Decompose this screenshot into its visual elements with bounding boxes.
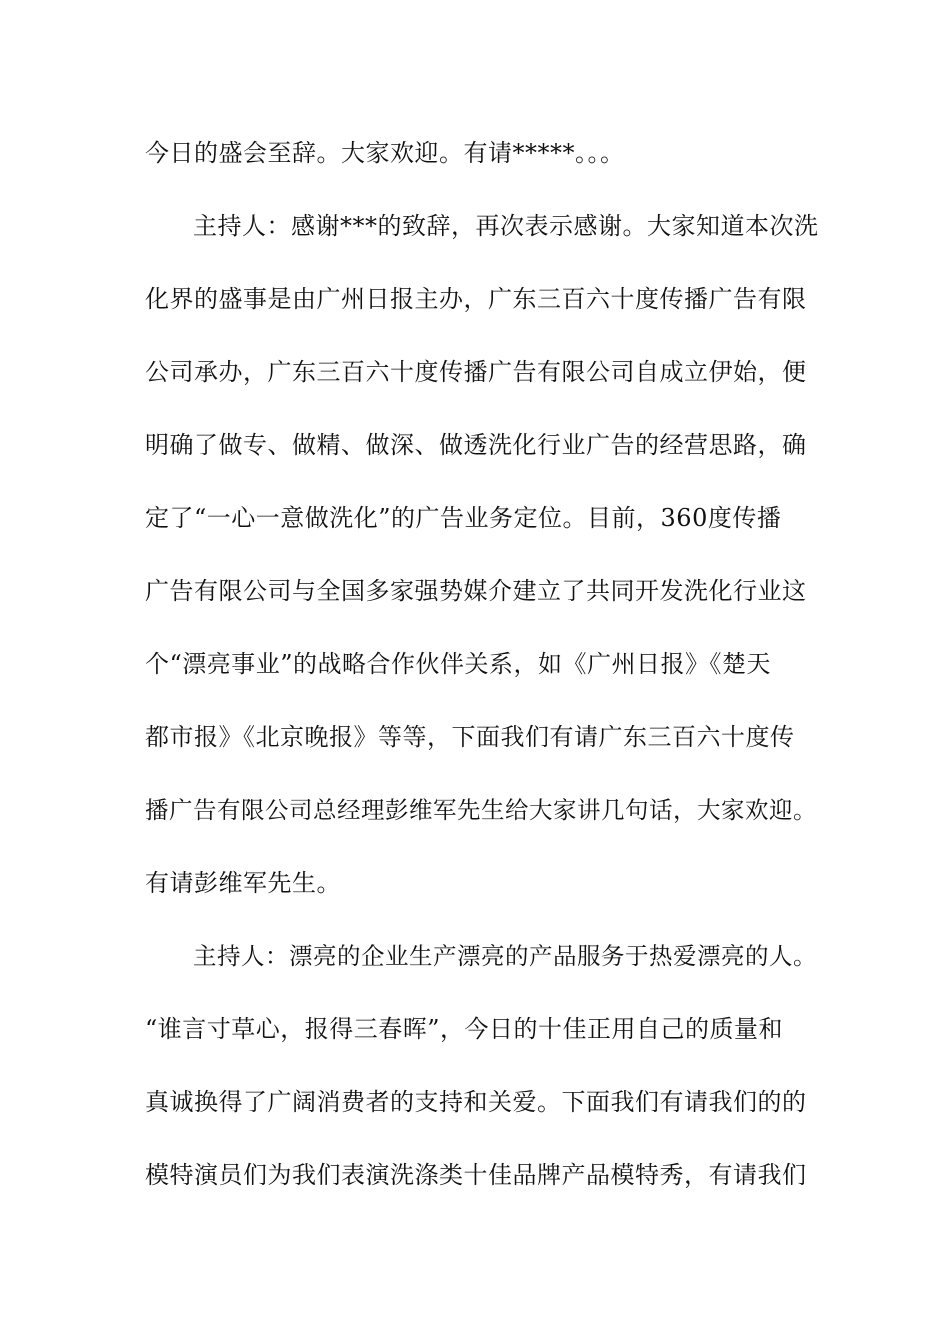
paragraph-line: 个“漂亮事业”的战略合作伙伴关系，如《广州日报》《楚天 [145, 650, 772, 678]
paragraph-line: 主持人：漂亮的企业生产漂亮的产品服务于热爱漂亮的人。 [193, 942, 817, 970]
paragraph-line: 有请彭维军先生。 [145, 869, 341, 897]
paragraph-line: 定了“一心一意做洗化”的广告业务定位。目前，360度传播 [145, 504, 782, 532]
paragraph-line: 播广告有限公司总经理彭维军先生给大家讲几句话，大家欢迎。 [145, 796, 817, 824]
paragraph-line: “谁言寸草心，报得三春晖”，今日的十佳正用自己的质量和 [145, 1015, 784, 1043]
paragraph-line: 模特演员们为我们表演洗涤类十佳品牌产品模特秀，有请我们 [145, 1161, 807, 1189]
paragraph-line: 明确了做专、做精、做深、做透洗化行业广告的经营思路，确 [145, 431, 807, 459]
paragraph-line: 都市报》《北京晚报》等等，下面我们有请广东三百六十度传 [145, 723, 795, 751]
paragraph-line: 化界的盛事是由广州日报主办，广东三百六十度传播广告有限 [145, 285, 807, 313]
paragraph-line: 主持人：感谢***的致辞，再次表示感谢。大家知道本次洗 [193, 212, 819, 240]
paragraph-line: 公司承办，广东三百六十度传播广告有限公司自成立伊始，便 [145, 358, 807, 386]
paragraph-line: 真诚换得了广阔消费者的支持和关爱。下面我们有请我们的的 [145, 1088, 807, 1116]
paragraph-line: 今日的盛会至辞。大家欢迎。有请*****。。。 [145, 139, 625, 167]
paragraph-line: 广告有限公司与全国多家强势媒介建立了共同开发洗化行业这 [145, 577, 807, 605]
